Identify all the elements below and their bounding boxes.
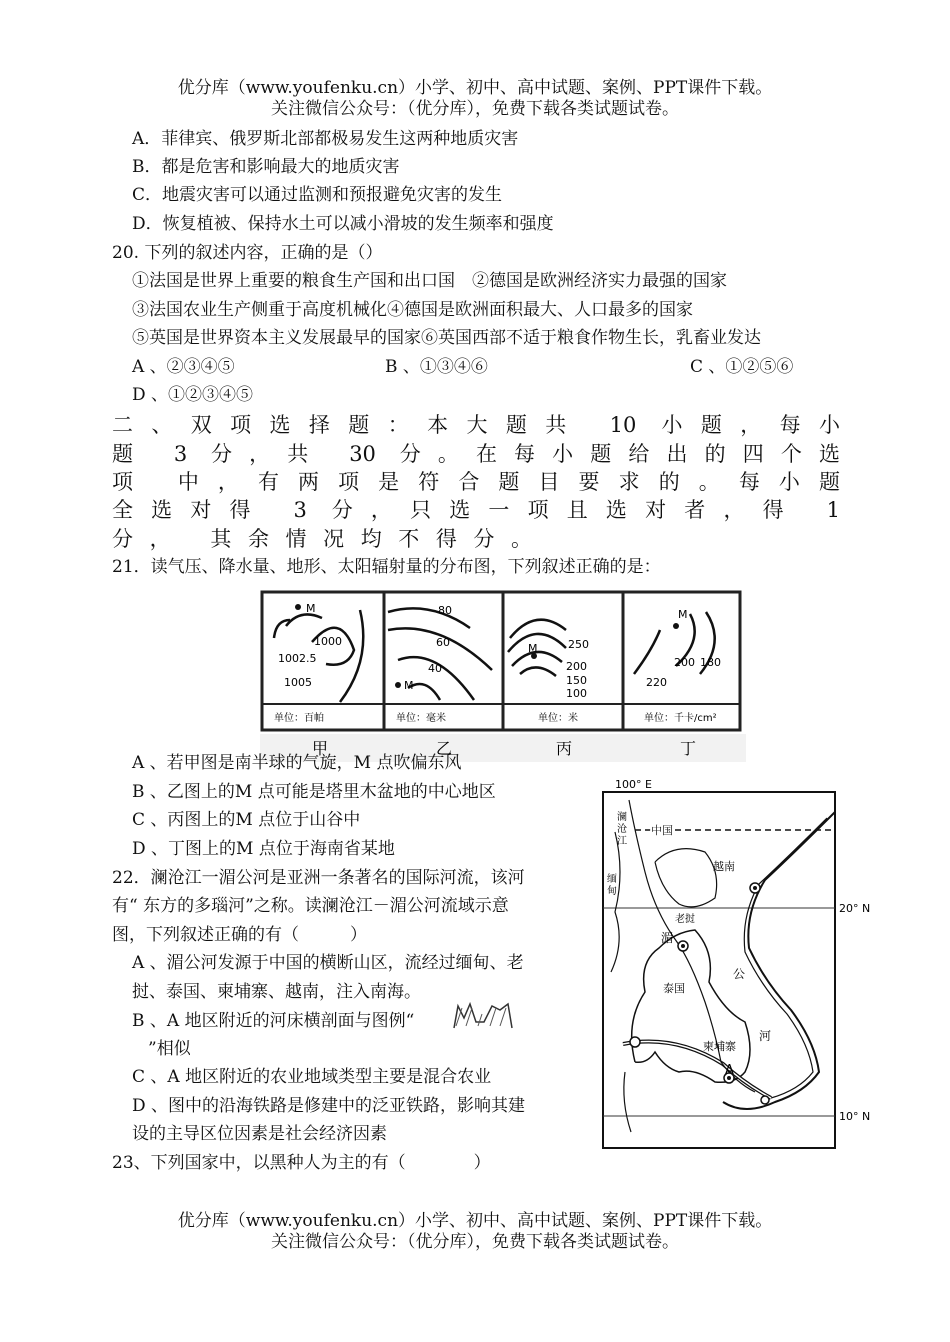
svg-text:泰国: 泰国 (663, 982, 685, 995)
panel-caption-ding: 丁 (680, 739, 697, 758)
panel-bing-unit: 单位：米 (538, 713, 578, 724)
q19-option-c: C．地震灾害可以通过监测和预报避免灾害的发生 (132, 185, 503, 205)
panel-caption-yi: 乙 (436, 739, 453, 758)
q21-option-a: A 、若甲图是南半球的气旋，M 点吹偏东风 (132, 753, 462, 773)
q22-option-a-2: 挝、泰国、柬埔寨、越南，注入南海。 (132, 982, 421, 1002)
q21-option-c: C 、丙图上的M 点位于山谷中 (132, 810, 361, 830)
svg-text:老挝: 老挝 (675, 914, 695, 925)
svg-text:M: M (528, 642, 538, 655)
q23-stem: 23、下列国家中，以黑种人为主的有（ ） (112, 1153, 491, 1173)
q22-stem-1: 22．澜沧江一湄公河是亚洲一条著名的国际河流，该河 (112, 868, 525, 888)
q22-option-d-1: D 、图中的沿海铁路是修建中的泛亚铁路，影响其建 (132, 1096, 526, 1116)
panel-jia-unit: 单位：百帕 (274, 713, 324, 724)
svg-text:100: 100 (566, 687, 587, 700)
q20-option-a: A 、②③④⑤ (132, 357, 235, 377)
svg-text:河: 河 (759, 1029, 772, 1043)
q22-option-b-1: B 、A 地区附近的河床横剖面与图例“ (132, 1011, 415, 1031)
svg-text:柬埔寨: 柬埔寨 (703, 1040, 736, 1053)
svg-text:M: M (306, 602, 316, 615)
river-cross-section-legend-icon (450, 1000, 516, 1032)
panel-yi-unit: 单位：毫米 (396, 713, 446, 724)
svg-text:1000: 1000 (314, 635, 342, 648)
q22-option-d-2: 设的主导区位因素是社会经济因素 (132, 1124, 387, 1144)
footer-line-1: 优分库（www.youfenku.cn）小学、初中、高中试题、案例、PPT课件下载。 (177, 1211, 773, 1231)
svg-text:180: 180 (700, 656, 721, 669)
q21-option-b: B 、乙图上的M 点可能是塔里木盆地的中心地区 (132, 782, 496, 802)
section2-line-2: 题 3 分，共 30 分。在每小题给出的四个选 (112, 442, 840, 466)
svg-text:80: 80 (438, 604, 452, 617)
q20-option-d: D 、①②③④⑤ (132, 385, 254, 405)
header-line-2: 关注微信公众号：（优分库），免费下载各类试题试卷。 (271, 99, 679, 119)
q20-option-c: C 、①②⑤⑥ (690, 357, 794, 377)
q20-stem: 20. 下列的叙述内容，正确的是（） (112, 243, 383, 263)
map-lat20-label: 20° N (839, 902, 871, 915)
q22-option-b-2: ”相似 (148, 1039, 191, 1059)
q20-statement-3: ⑤英国是世界资本主义发展最早的国家⑥英国西部不适于粮食作物生长，乳畜业发达 (132, 328, 761, 348)
section2-line-3: 项 中，有两项是符合题目要求的。每小题 (112, 470, 840, 494)
q19-option-d: D．恢复植被、保持水土可以减小滑坡的发生频率和强度 (132, 214, 554, 234)
svg-text:江: 江 (617, 836, 627, 847)
svg-text:公: 公 (733, 967, 746, 981)
svg-text:40: 40 (428, 662, 442, 675)
svg-text:甸: 甸 (607, 886, 617, 897)
q22-stem-2: 有“ 东方的多瑙河”之称。读澜沧江－湄公河流域示意 (112, 896, 509, 916)
q21-isoline-figure (260, 590, 746, 762)
q22-option-c: C 、A 地区附近的农业地域类型主要是混合农业 (132, 1067, 492, 1087)
svg-text:越南: 越南 (713, 860, 735, 873)
panel-caption-bing: 丙 (556, 739, 573, 758)
mekong-basin-map (595, 772, 885, 1156)
q20-statement-2: ③法国农业生产侧重于高度机械化④德国是欧洲面积最大、人口最多的国家 (132, 300, 693, 320)
svg-text:1005: 1005 (284, 676, 312, 689)
footer-line-2: 关注微信公众号：（优分库），免费下载各类试题试卷。 (271, 1232, 679, 1252)
q19-option-a: A．菲律宾、俄罗斯北部都极易发生这两种地质灾害 (132, 129, 519, 149)
svg-text:M: M (404, 679, 414, 692)
section2-line-1: 二、双项选择题：本大题共 10 小题，每小 (112, 413, 840, 437)
svg-text:缅: 缅 (607, 874, 617, 885)
svg-text:150: 150 (566, 674, 587, 687)
svg-text:220: 220 (646, 676, 667, 689)
q20-option-b: B 、①③④⑥ (385, 357, 488, 377)
map-lat10-label: 10° N (839, 1110, 871, 1123)
panel-ding-unit: 单位：千卡/cm² (644, 713, 717, 724)
svg-text:湄: 湄 (661, 931, 674, 945)
q22-stem-3: 图，下列叙述正确的有（ ） (112, 925, 367, 945)
section2-line-5: 分， 其余情况均不得分。 (112, 527, 532, 551)
svg-text:60: 60 (436, 636, 450, 649)
svg-text:A: A (725, 1063, 734, 1078)
q21-option-d: D 、丁图上的M 点位于海南省某地 (132, 839, 395, 859)
svg-text:200: 200 (674, 656, 695, 669)
svg-text:中国: 中国 (651, 824, 673, 837)
svg-text:1002.5: 1002.5 (278, 652, 317, 665)
section2-line-4: 全选对得 3 分，只选一项且选对者，得 1 (112, 498, 840, 522)
panel-caption-jia: 甲 (312, 739, 329, 758)
svg-text:M: M (678, 608, 688, 621)
q19-option-b: B．都是危害和影响最大的地质灾害 (132, 157, 400, 177)
q21-stem: 21．读气压、降水量、地形、太阳辐射量的分布图，下列叙述正确的是： (112, 557, 661, 577)
header-line-1: 优分库（www.youfenku.cn）小学、初中、高中试题、案例、PPT课件下载。 (177, 78, 773, 98)
q20-statement-1: ①法国是世界上重要的粮食生产国和出口国 ②德国是欧洲经济实力最强的国家 (132, 271, 727, 291)
svg-text:沧: 沧 (617, 824, 627, 835)
svg-text:250: 250 (568, 638, 589, 651)
svg-text:澜: 澜 (617, 812, 627, 823)
q22-option-a-1: A 、湄公河发源于中国的横断山区，流经过缅甸、老 (132, 953, 524, 973)
svg-text:200: 200 (566, 660, 587, 673)
map-lon-label: 100° E (615, 778, 652, 791)
